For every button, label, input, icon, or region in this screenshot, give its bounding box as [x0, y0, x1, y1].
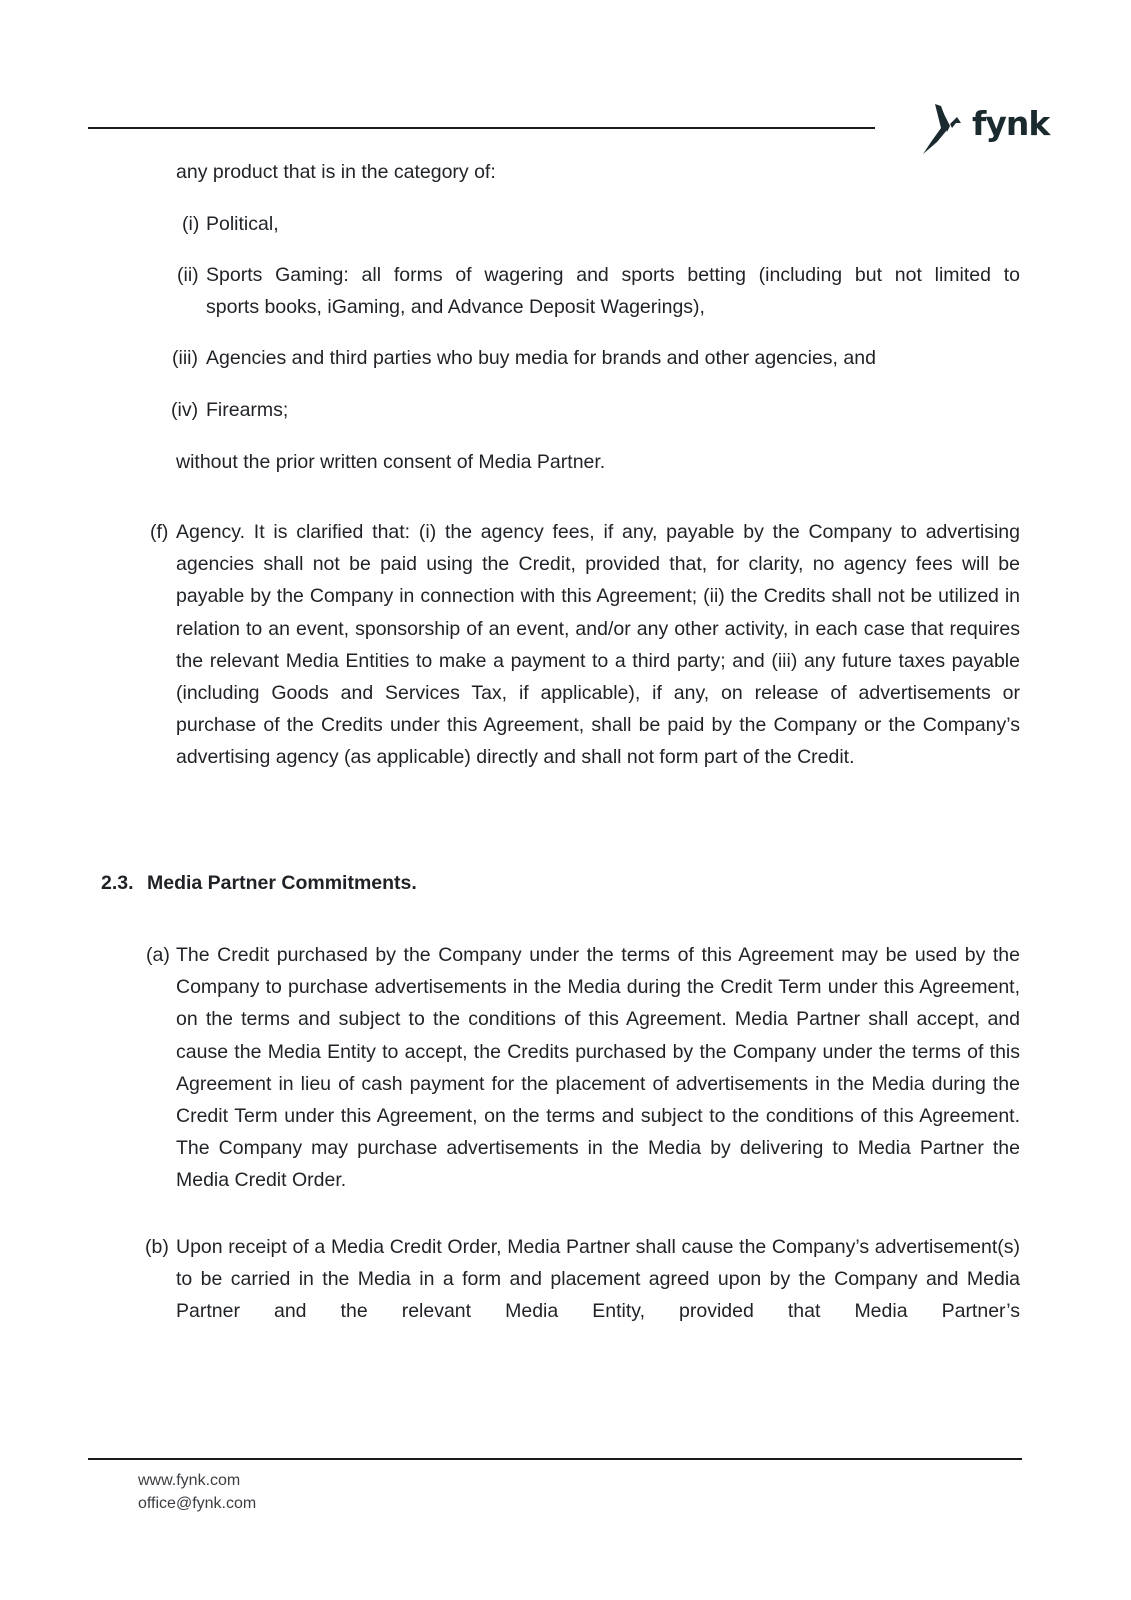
footer-website-link[interactable]: www.fynk.com: [138, 1472, 241, 1489]
clause-b-text: Upon receipt of a Media Credit Order, Media Partner shall cause the Company’s advertisement(s) to be carried in the Media in a form and placement agreed upon by the Company and Media Partner and the relevant Media Entity, provided that Media Partner’s: [176, 1236, 1020, 1323]
section-number: 2.3.: [101, 872, 134, 894]
category-marker: (ii): [177, 264, 199, 286]
category-text: Firearms;: [206, 399, 289, 421]
footer-email-link[interactable]: office@fynk.com: [138, 1495, 257, 1512]
category-text: Political,: [206, 213, 279, 235]
section-title: Media Partner Commitments.: [147, 872, 417, 894]
category-marker: (i): [182, 213, 200, 235]
brand-logo[interactable]: [917, 102, 1050, 158]
footer-rule: [88, 1458, 1022, 1460]
fynk-bird-logo-icon: [917, 102, 969, 158]
category-text: Agencies and third parties who buy media for brands and other agencies, and: [206, 347, 876, 369]
clause-f-text: Agency. It is clarified that: (i) the agency fees, if any, payable by the Company to advertising agencies shall not be paid using the Credit, provided that, for clarity, no agency fees will be payable by the Company in connection with this Agreement; (ii) the Credits shall not be utilized in relation to an event, sponsorship of an event, and/or any other activity, in each case that requires the relevant Media Entities to make a payment to a third party; and (iii) any future taxes payable (including Goods and Services Tax, if applicable), if any, on release of advertisements or purchase of the Credits under this Agreement, shall be paid by the Company or the Company’s advertising agency (as applicable) directly and shall not form part of the Credit.: [176, 521, 1020, 769]
clause-b-marker: (b): [145, 1236, 169, 1258]
category-marker: (iv): [171, 399, 199, 421]
category-marker: (iii): [172, 347, 198, 369]
category-text: Sports Gaming: all forms of wagering and sports betting (including but not limited to: [206, 264, 1020, 286]
intro-text: any product that is in the category of:: [176, 161, 496, 183]
brand-name: fynk: [972, 104, 1050, 143]
clause-a-marker: (a): [146, 944, 170, 966]
header-rule: [88, 127, 875, 129]
closing-text: without the prior written consent of Media Partner.: [176, 451, 606, 473]
clause-a-text: The Credit purchased by the Company under the terms of this Agreement may be used by the Company to purchase advertisements in the Media during the Credit Term under this Agreement, on the terms and subject to the conditions of this Agreement. Media Partner shall accept, and cause the Media Entity to accept, the Credits purchased by the Company under the terms of this Agreement in lieu of cash payment for the placement of advertisements in the Media during the Credit Term under this Agreement, on the terms and subject to the conditions of this Agreement. The Company may purchase advertisements in the Media by delivering to Media Partner the Media Credit Order.: [176, 944, 1020, 1192]
clause-f-marker: (f): [150, 521, 169, 543]
category-text-continued: sports books, iGaming, and Advance Deposit Wagerings),: [206, 296, 705, 318]
